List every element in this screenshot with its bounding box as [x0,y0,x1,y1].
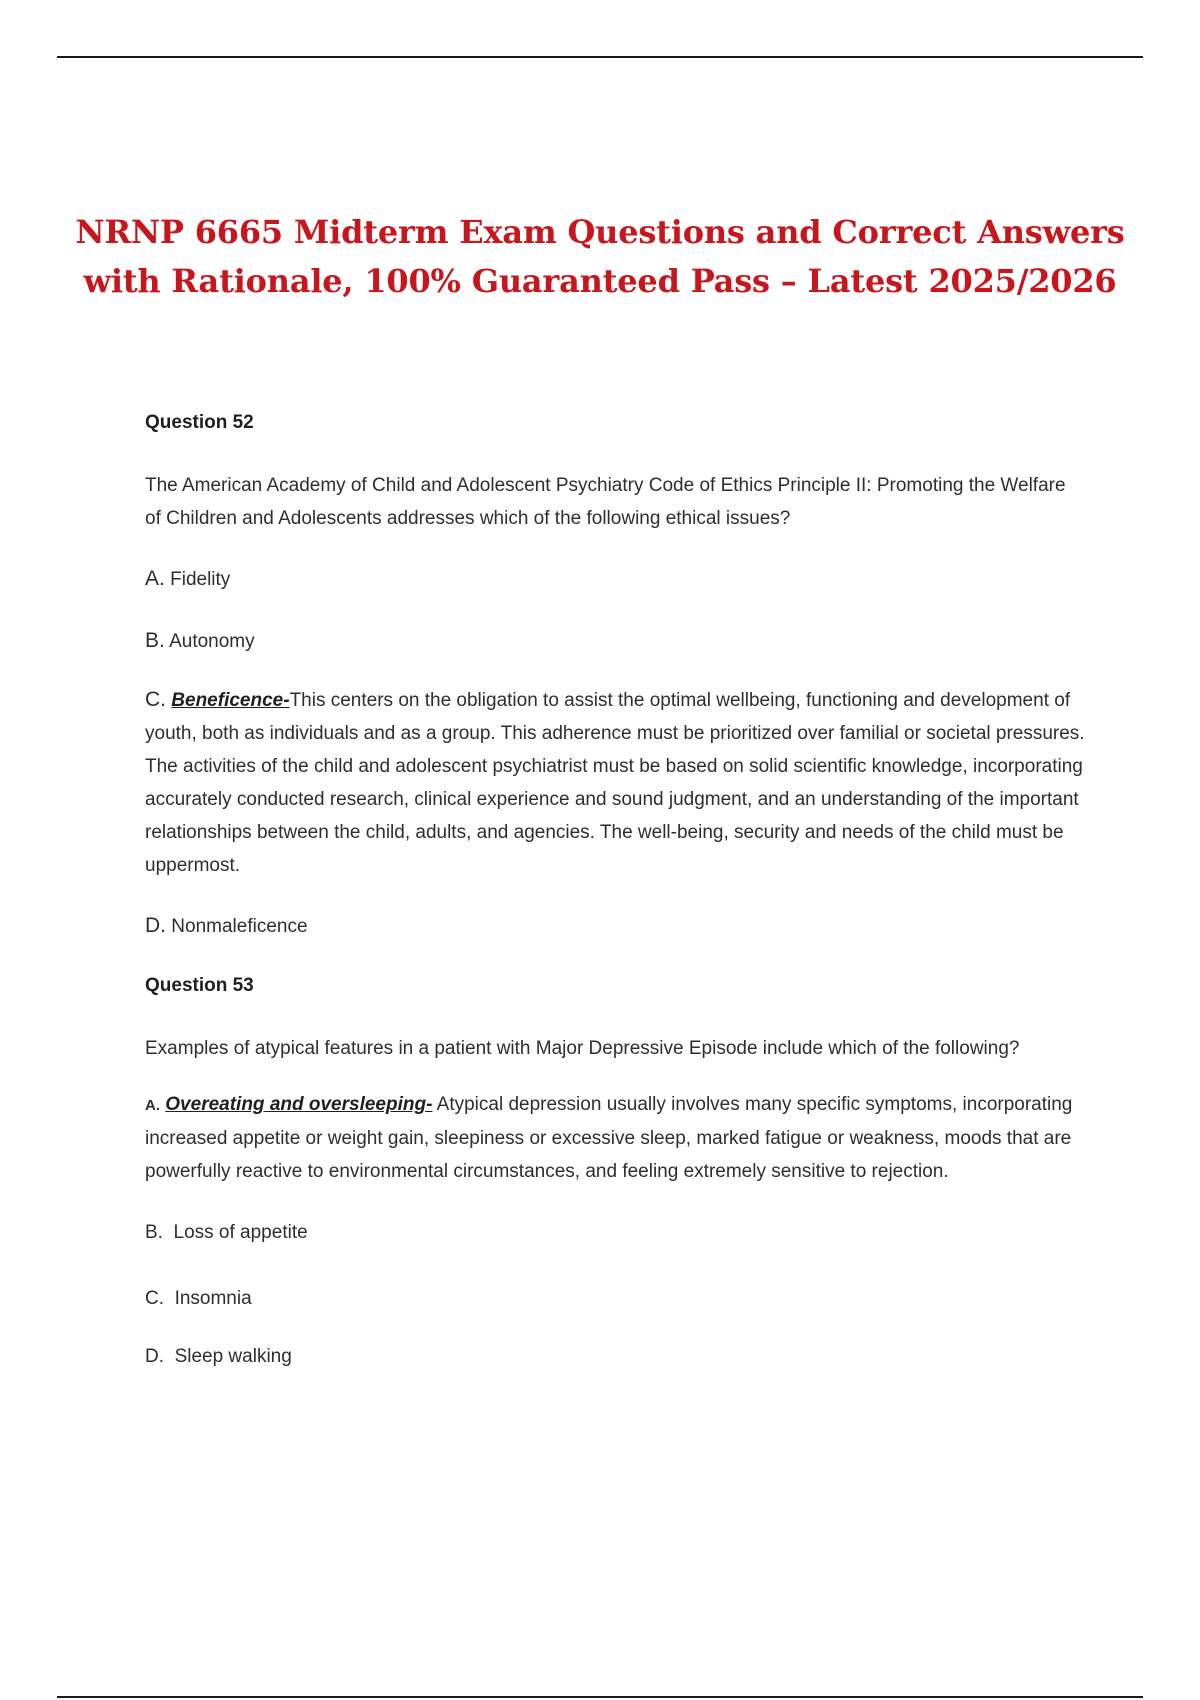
correct-answer-term: Overeating and oversleeping- [165,1094,433,1115]
top-rule [57,56,1143,58]
answer-option [145,1340,1085,1373]
answer-option [145,624,1085,658]
option-text: Fidelity [170,569,231,590]
correct-answer-term: Beneficence- [171,690,290,711]
option-text: Autonomy [169,631,255,652]
correct-answer-option [145,683,1085,882]
option-text: Nonmaleficence [171,916,308,937]
question-text: Examples of atypical features in a patient with Major Depressive Episode include which of the following? [145,1038,1020,1059]
option-letter: C. [145,1288,164,1309]
answer-option [145,1282,1085,1315]
option-letter: B. [145,629,165,652]
document-body [145,406,1085,1373]
title-line-2: with Rationale, 100% Guaranteed Pass – Latest 2025/2026 [83,262,1117,300]
answer-option [145,1216,1085,1249]
option-text: Insomnia [174,1288,252,1309]
document-title [60,208,1140,306]
bottom-rule [57,1696,1143,1698]
option-letter: D. [145,914,166,937]
option-text: Loss of appetite [173,1222,308,1243]
answer-option [145,909,1085,943]
answer-rationale: This centers on the obligation to assist the optimal wellbeing, functioning and development of youth, both as individuals and as a group. This adherence must be prioritized over familial or societal pressures. The activities of the child and adolescent psychiatrist must be based on solid scientific knowledge, incorporating accurately conducted research, clinical experience and sound judgment, and an understanding of the important relationships between the child, adults, and agencies. The well-being, security and needs of the child must be uppermost. [145,690,1085,876]
option-letter: A. [145,1097,160,1114]
option-letter: A. [145,567,165,590]
option-text: Sleep walking [174,1346,292,1367]
question-text: The American Academy of Child and Adolescent Psychiatry Code of Ethics Principle II: Promoting the Welfare of Children and Adolescents addresses which of the following ethical issues? [145,475,1066,529]
question-heading: Question 53 [145,975,254,996]
option-letter: C. [145,688,166,711]
option-letter: D. [145,1346,164,1367]
correct-answer-option [145,1088,1085,1188]
answer-rationale: Atypical depression usually involves many specific symptoms, incorporating increased appetite or weight gain, sleepiness or excessive sleep, marked fatigue or weakness, moods that are powerfully reactive to environmental circumstances, and feeling extremely sensitive to rejection. [145,1094,1073,1182]
question-heading: Question 52 [145,412,254,433]
answer-option [145,562,1085,596]
option-letter: B. [145,1222,163,1243]
title-line-1: NRNP 6665 Midterm Exam Questions and Correct Answers [75,213,1125,251]
